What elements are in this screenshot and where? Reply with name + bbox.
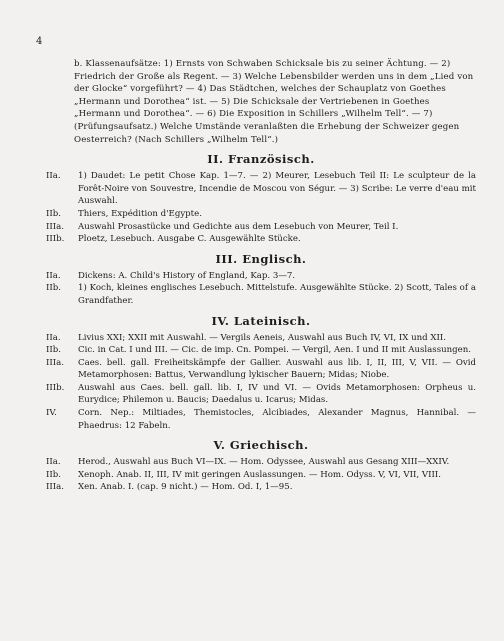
essay-topics-paragraph: b. Klassenaufsätze: 1) Ernsts von Schwaben Schicksale bis zu seiner Ächtung. — 2) Friedrich der Große als Regent. — 3) Welche Lebensbilder werden uns in dem „Lied von der Glocke“ vorgeführt? — 4) Das Städtchen, welches der Schauplatz von Goethes „Hermann und Dorothea“ ist. — 5) Die Schicksale der Vertriebenen in Goethes „Hermann und Dorothea“. — 6) Die Exposition in Schillers „Wilhelm Tell“. — 7) (Prüfungsaufsatz.) Welche Umstände veranlaßten die Erhebung der Schweizer gegen Oesterreich? (Nach Schillers „Wilhelm Tell“.)	[74, 59, 474, 145]
list-item	[46, 382, 476, 407]
reading-text: Auswahl aus Caes. bell. gall. lib. I, IV und VI. — Ovids Metamorphosen: Orpheus u. Eurydice; Philemon u. Baucis; Daedalus u. Icarus; Midas.	[78, 382, 476, 406]
reading-text: Xen. Anab. I. (cap. 9 nicht.) — Hom. Od. I, 1—95.	[78, 482, 293, 493]
reading-text: Auswahl Prosastücke und Gedichte aus dem Lesebuch von Meurer, Teil I.	[78, 221, 399, 232]
class-label: IIIb.	[46, 234, 65, 245]
list-item	[46, 407, 476, 432]
class-label: IIIa.	[46, 221, 65, 232]
list-item	[46, 456, 476, 469]
section-heading: IV. Lateinisch.	[211, 313, 311, 328]
class-label: IIIa.	[46, 482, 65, 493]
reading-text: Cic. in Cat. I und III. — Cic. de imp. Cn. Pompei. — Vergil, Aen. I und II mit Auslassungen.	[78, 345, 472, 356]
class-label: IIa.	[46, 171, 61, 182]
reading-text: Corn. Nep.: Miltiades, Themistocles, Alcibiades, Alexander Magnus, Hannibal. — Phaedrus: 12 Fabeln.	[78, 408, 476, 431]
class-label: IV.	[46, 408, 57, 419]
class-label: IIIb.	[46, 382, 65, 393]
class-label: IIb.	[46, 469, 62, 480]
reading-text: Ploetz, Lesebuch. Ausgabe C. Ausgewählte Stücke.	[78, 234, 301, 245]
section-heading: V. Griechisch.	[213, 438, 309, 453]
reading-text: Herod., Auswahl aus Buch VI—IX. — Hom. Odyssee, Auswahl aus Gesang XIII—XXIV.	[78, 457, 450, 468]
reading-text: Dickens: A. Child's History of England, Kap. 3—7.	[78, 270, 296, 281]
reading-text: Caes. bell. gall. Freiheitskämpfe der Gallier. Auswahl aus lib. I, II, III, V, VII. — Ovid Metamorphosen: Battus, Verwandlung lykischer Bauern; Midas; Niobe.	[78, 357, 476, 381]
section-greek	[46, 439, 476, 494]
section-english	[46, 253, 476, 308]
list-item	[46, 170, 476, 208]
reading-text: Livius XXI; XXII mit Auswahl. — Vergils Aeneis, Auswahl aus Buch IV, VI, IX und XII.	[78, 332, 447, 343]
reading-text: 1) Koch, kleines englisches Lesebuch. Mittelstufe. Ausgewählte Stücke. 2) Scott, Tales of a Grandfather.	[78, 283, 476, 306]
list-item	[46, 357, 476, 382]
list-item	[46, 270, 476, 283]
section-heading: III. Englisch.	[215, 251, 307, 266]
section-latin	[46, 315, 476, 433]
reading-text: Thiers, Expédition d'Egypte.	[78, 208, 202, 219]
list-item	[46, 282, 476, 307]
reading-text: 1) Daudet: Le petit Chose Kap. 1—7. — 2) Meurer, Lesebuch Teil II: Le sculpteur de la Forêt-Noire von Souvestre, Incendie de Moscou von Ségur. — 3) Scribe: Le verre d'eau mit Auswahl.	[78, 171, 476, 207]
class-label: IIb.	[46, 208, 62, 219]
class-label: IIa.	[46, 332, 61, 343]
list-item	[46, 221, 476, 234]
list-item	[46, 469, 476, 482]
class-label: IIa.	[46, 457, 61, 468]
list-item	[46, 208, 476, 221]
class-label: IIIa.	[46, 357, 65, 368]
list-item	[46, 233, 476, 246]
list-item	[46, 344, 476, 357]
list-item	[46, 332, 476, 345]
page-content	[46, 58, 476, 494]
class-label: IIa.	[46, 270, 61, 281]
page-number: 4	[36, 36, 43, 47]
class-label: IIb.	[46, 283, 62, 294]
section-french	[46, 153, 476, 246]
class-label: IIb.	[46, 345, 62, 356]
section-heading: II. Französisch.	[207, 152, 315, 167]
reading-text: Xenoph. Anab. II, III, IV mit geringen Auslassungen. — Hom. Odyss. V, VI, VII, VIII.	[78, 469, 441, 480]
list-item	[46, 481, 476, 494]
